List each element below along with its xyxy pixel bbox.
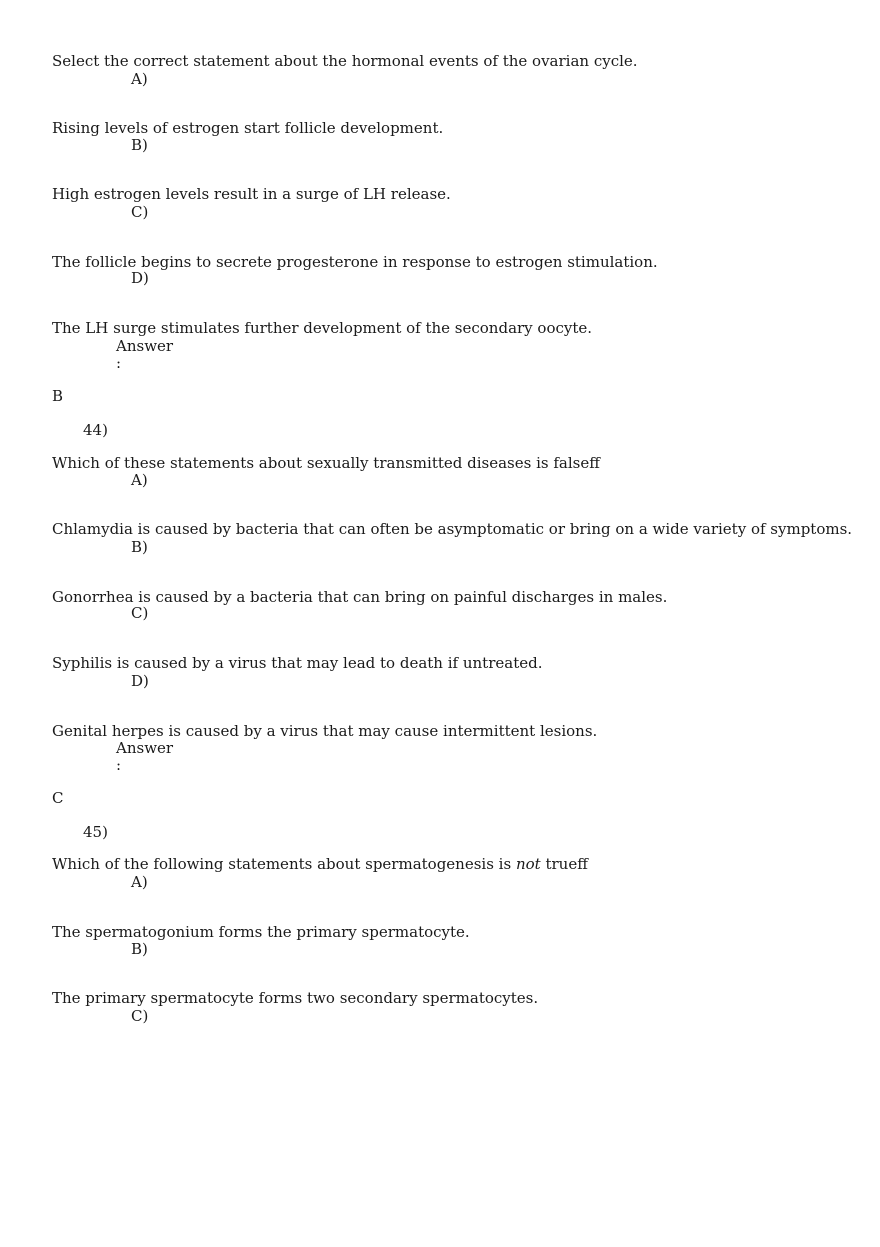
- option-text: The follicle begins to secrete progesterone in response to estrogen stimulation.: [52, 253, 658, 271]
- option-letter: C): [131, 1007, 149, 1025]
- stem-text: trueff: [540, 855, 588, 873]
- question-number: 45): [83, 823, 108, 841]
- option-letter: C): [131, 604, 149, 622]
- question-stem: [52, 855, 588, 873]
- option-text: The spermatogonium forms the primary spermatocyte.: [52, 923, 470, 941]
- option-text: High estrogen levels result in a surge of LH release.: [52, 185, 451, 203]
- option-letter: B): [131, 940, 148, 958]
- option-letter: D): [131, 672, 149, 690]
- answer-label: Answer: [116, 739, 174, 757]
- answer-value: B: [52, 387, 64, 405]
- option-text: Syphilis is caused by a virus that may lead to death if untreated.: [52, 654, 543, 672]
- option-letter: A): [131, 471, 148, 489]
- option-letter: C): [131, 203, 149, 221]
- option-text: Gonorrhea is caused by a bacteria that can bring on painful discharges in males.: [52, 588, 668, 606]
- option-text: The primary spermatocyte forms two secondary spermatocytes.: [52, 989, 539, 1007]
- stem-text: Which of the following statements about spermatogenesis is: [52, 855, 516, 873]
- option-letter: B): [131, 136, 148, 154]
- option-text: The LH surge stimulates further development of the secondary oocyte.: [52, 319, 593, 337]
- answer-value: C: [52, 789, 64, 807]
- question-stem: Which of these statements about sexually transmitted diseases is falseff: [52, 454, 600, 472]
- option-text: Chlamydia is caused by bacteria that can often be asymptomatic or bring on a wide variety of symptoms.: [52, 520, 853, 538]
- answer-colon: :: [116, 756, 122, 774]
- option-letter: A): [131, 873, 148, 891]
- option-letter: A): [131, 70, 148, 88]
- option-letter: D): [131, 269, 149, 287]
- option-letter: B): [131, 538, 148, 556]
- option-text: Rising levels of estrogen start follicle development.: [52, 119, 444, 137]
- answer-colon: :: [116, 354, 122, 372]
- question-stem: Select the correct statement about the hormonal events of the ovarian cycle.: [52, 52, 638, 70]
- stem-emphasis: not: [515, 855, 541, 873]
- option-text: Genital herpes is caused by a virus that may cause intermittent lesions.: [52, 722, 598, 740]
- question-number: 44): [83, 421, 108, 439]
- answer-label: Answer: [116, 337, 174, 355]
